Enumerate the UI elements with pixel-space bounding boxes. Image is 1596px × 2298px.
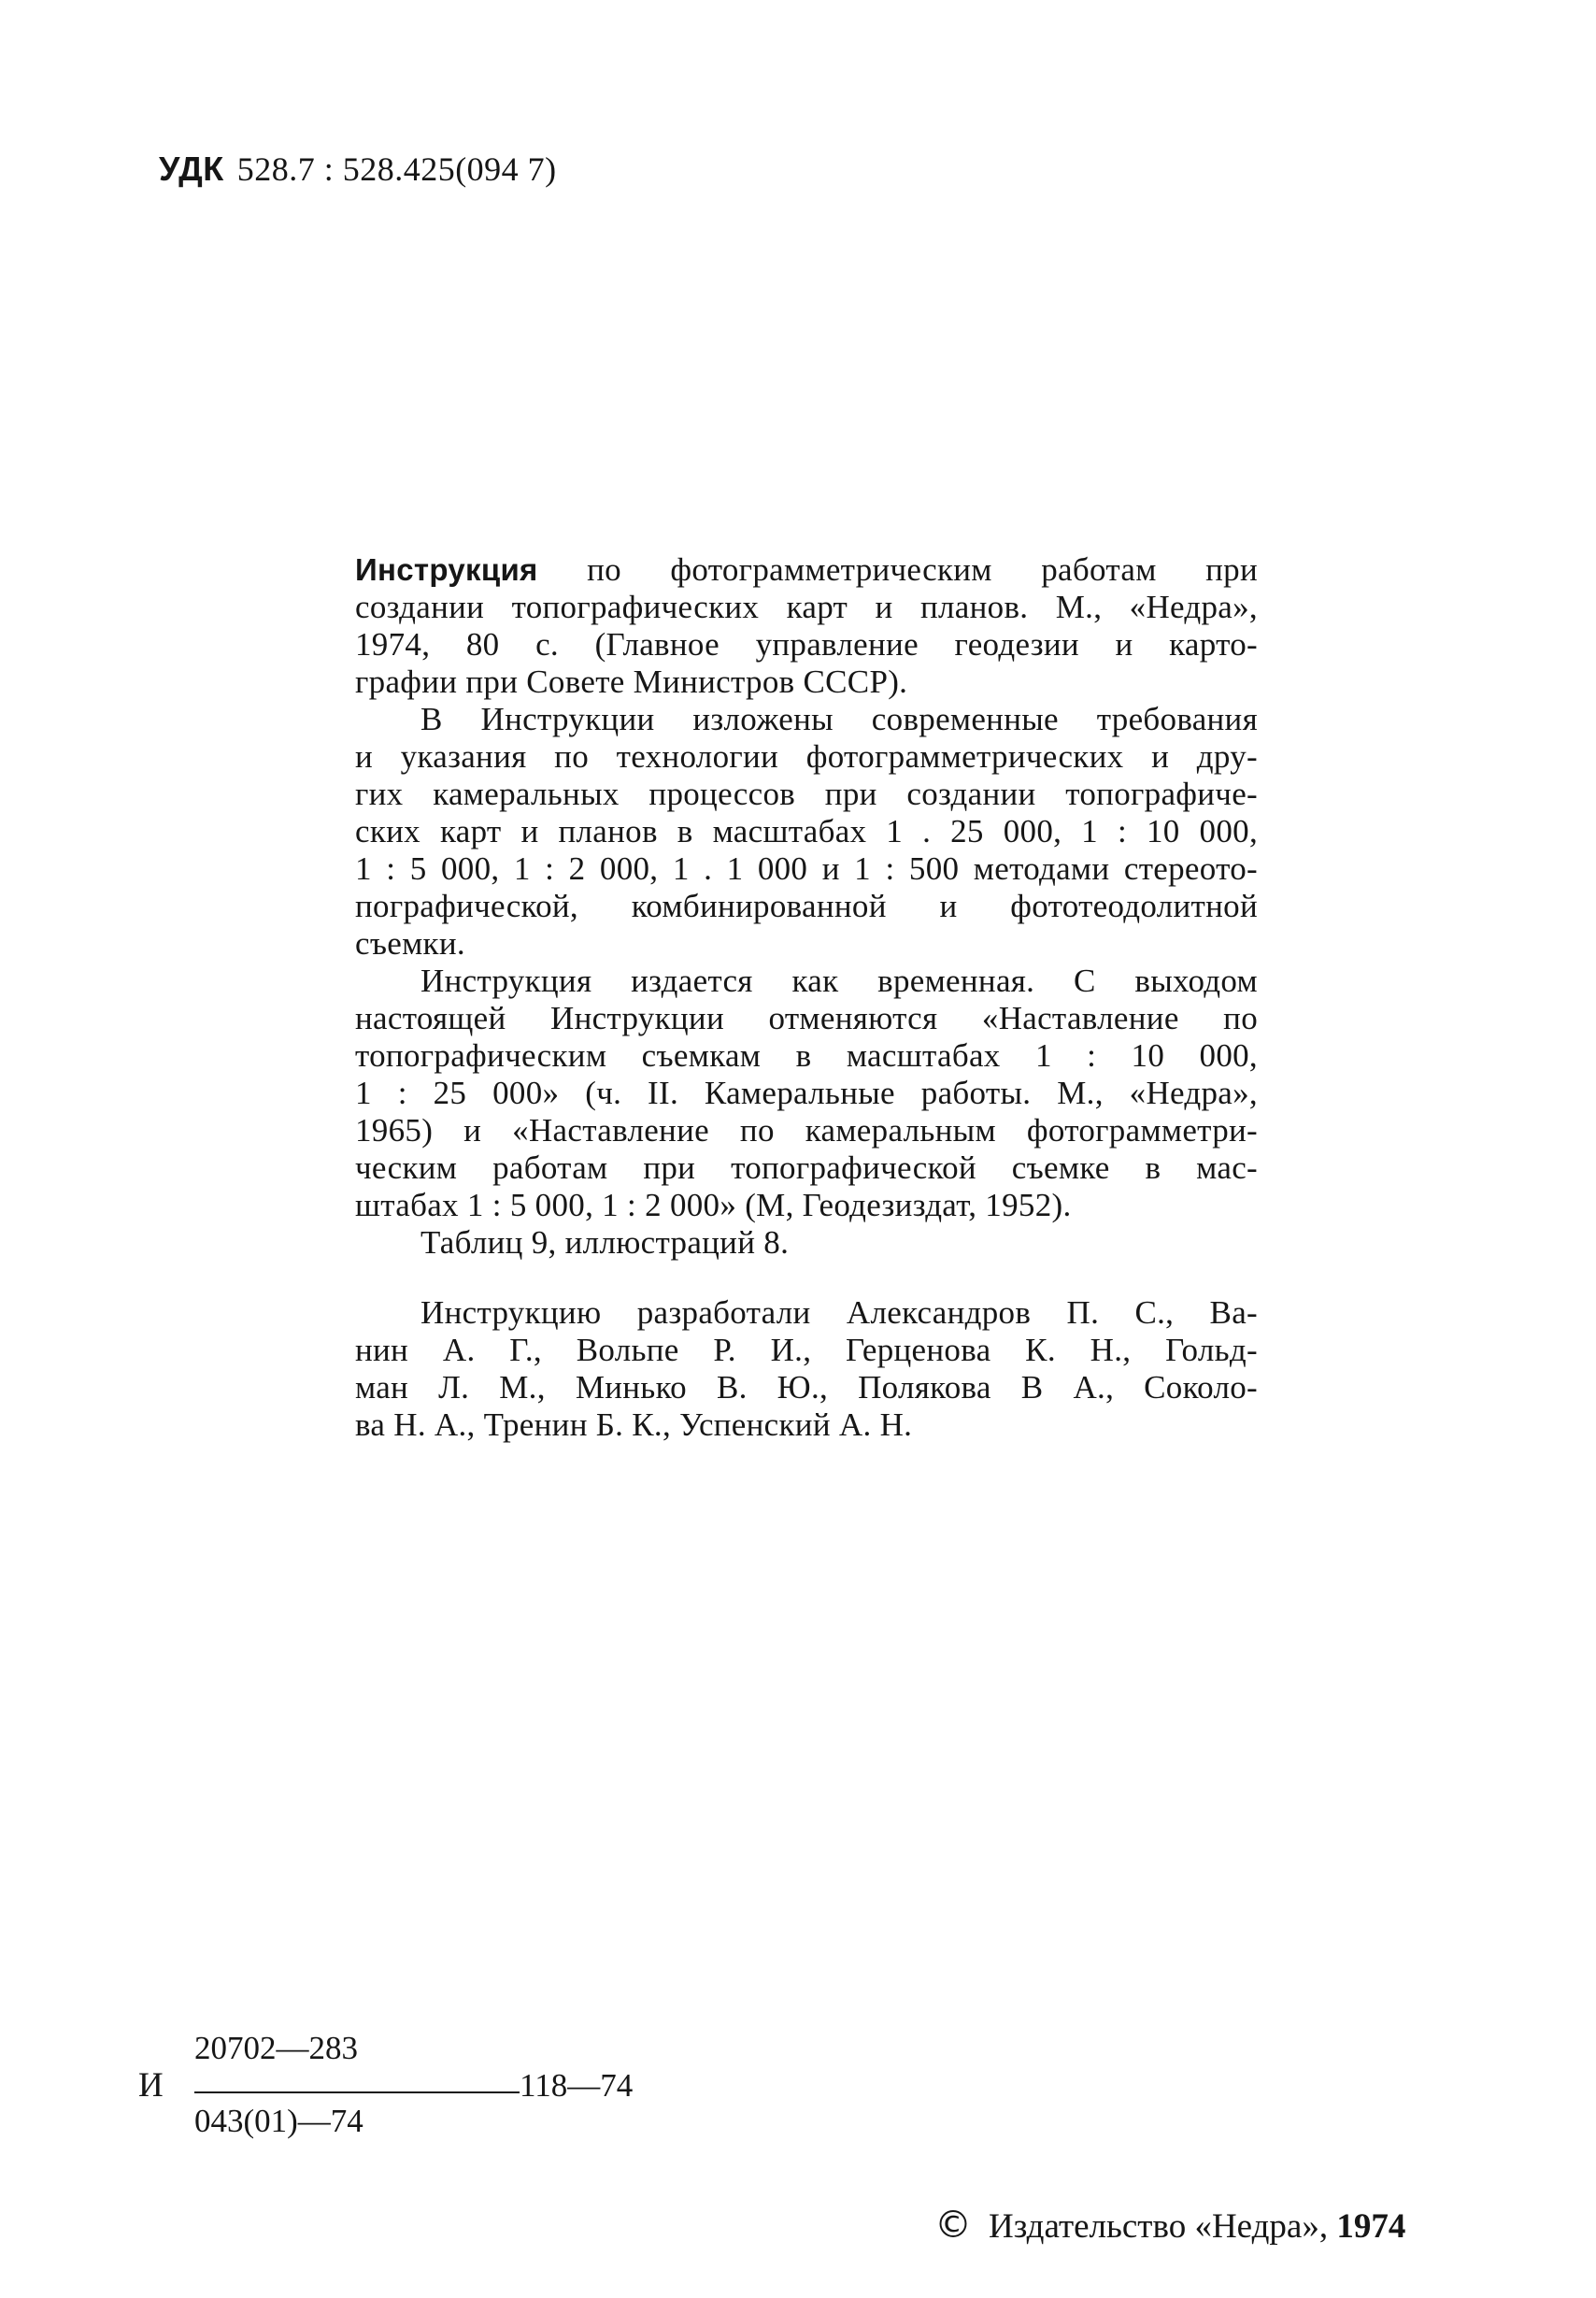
index-letter: И — [138, 2066, 164, 2105]
abstract-line: Инструкция по фотограмметрическим работам при — [355, 551, 1258, 588]
abstract-line: съемки. — [355, 925, 465, 962]
abstract-line: 1 : 5 000, 1 : 2 000, 1 . 1 000 и 1 : 500 методами стереото- — [355, 850, 1258, 887]
copyright-publisher: Издательство «Недра», — [989, 2207, 1329, 2246]
authors-paragraph — [355, 1294, 1258, 1444]
authors-line: нин А. Г., Вольпе Р. И., Герценова К. Н., Гольд- — [355, 1332, 1258, 1368]
abstract-line: гих камеральных процессов при создании топографиче- — [355, 776, 1258, 812]
abstract-line: штабах 1 : 5 000, 1 : 2 000» (М, Геодезиздат, 1952). — [355, 1187, 1072, 1223]
abstract-line: и указания по технологии фотограмметрических и дру- — [355, 738, 1258, 775]
abstract-title-word: Инструкция — [355, 552, 538, 587]
abstract-line: настоящей Инструкции отменяются «Наставление по — [355, 1000, 1258, 1036]
index-numerator: 20702—283 — [194, 2030, 358, 2066]
abstract-line: Таблиц 9, иллюстраций 8. — [420, 1224, 790, 1261]
index-fraction-rule — [194, 2091, 520, 2093]
abstract-line: 1 : 25 000» (ч. II. Камеральные работы. М., «Недра», — [355, 1075, 1258, 1111]
authors-line: Инструкцию разработали Александров П. С., Ва- — [420, 1294, 1258, 1331]
abstract-line: пографической, комбинированной и фототеодолитной — [355, 888, 1258, 924]
authors-line: ва Н. А., Тренин Б. К., Успенский А. Н. — [355, 1406, 913, 1443]
index-suffix: 118—74 — [520, 2067, 634, 2104]
authors-line: ман Л. М., Минько В. Ю., Полякова В А., Соколо- — [355, 1369, 1258, 1406]
abstract-line: создании топографических карт и планов. М., «Недра», — [355, 589, 1258, 625]
abstract-line: ских карт и планов в масштабах 1 . 25 000, 1 : 10 000, — [355, 813, 1258, 849]
abstract-line: 1974, 80 с. (Главное управление геодезии и карто- — [355, 626, 1258, 663]
copyright-year: 1974 — [1336, 2207, 1406, 2246]
abstract-line: 1965) и «Наставление по камеральным фотограмметри- — [355, 1112, 1258, 1149]
abstract-line: топографическим съемкам в масштабах 1 : 10 000, — [355, 1037, 1258, 1074]
abstract-line: графии при Совете Министров СССР). — [355, 664, 908, 700]
abstract-line: Инструкция издается как временная. С выходом — [420, 963, 1258, 999]
copyright-icon: © — [934, 2204, 972, 2247]
publication-index — [138, 2030, 634, 2151]
copyright-notice — [934, 2204, 1405, 2247]
bibliographic-abstract — [355, 551, 1258, 1262]
udk-code — [159, 150, 557, 189]
index-denominator: 043(01)—74 — [194, 2103, 363, 2139]
udk-label: УДК — [159, 150, 224, 188]
abstract-line: В Инструкции изложены современные требования — [420, 701, 1258, 737]
udk-value: 528.7 : 528.425(094 7) — [236, 150, 557, 188]
abstract-line: ческим работам при топографической съемке в мас- — [355, 1149, 1258, 1186]
